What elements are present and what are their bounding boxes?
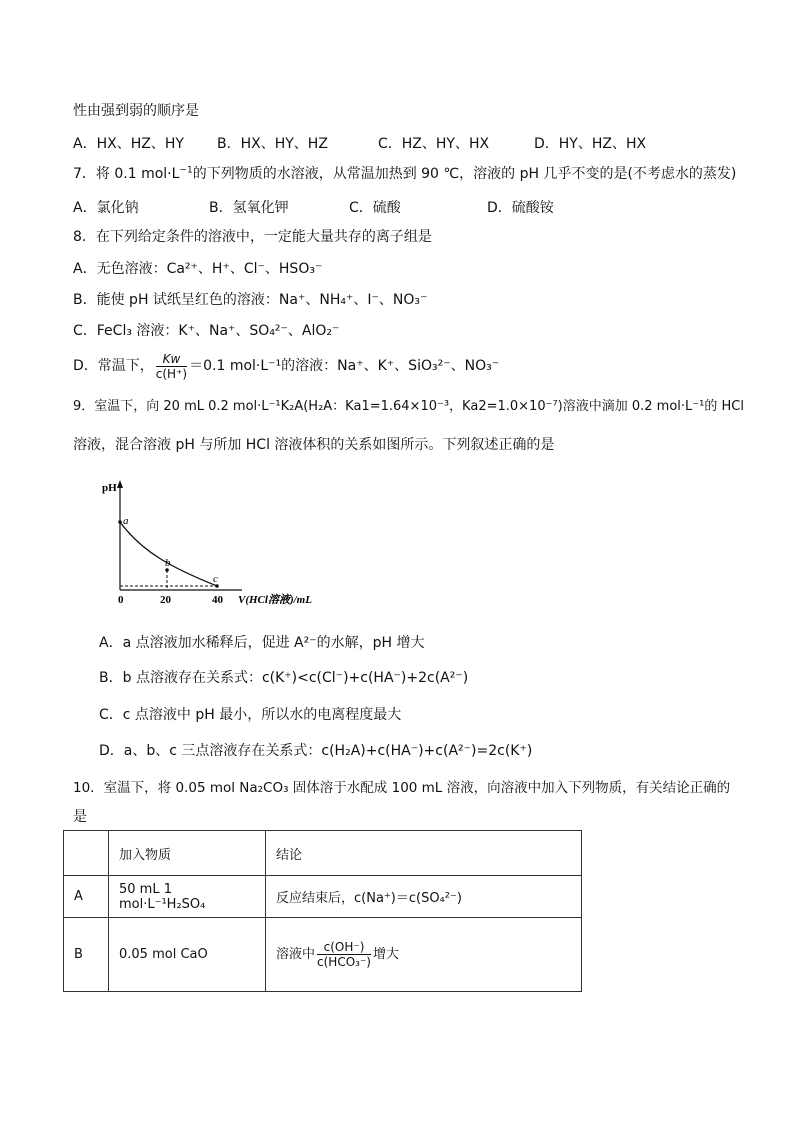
q10-table: [63, 830, 582, 992]
q7-stem: 7．将 0.1 $mol\cdot L^{-1}$的下列物质的水溶液，从常温加热到 90 ℃，溶液的 pH 几乎不变的是(不考虑水的蒸发): [73, 165, 737, 182]
q8-option-c: C．FeCl₃ 溶液：K⁺、Na⁺、SO₄²⁻、AlO₂⁻: [73, 323, 340, 339]
row-b-conc-prefix: 溶液中: [276, 947, 316, 962]
q8-option-b: B．能使 pH 试纸呈红色的溶液：Na⁺、NH₄⁺、I⁻、NO₃⁻: [73, 292, 428, 308]
row-b-numerator: c(OH⁻): [317, 940, 371, 955]
q8-d-numerator: Kw: [156, 352, 187, 367]
point-a-label: a: [123, 515, 129, 527]
q7-stem-part2: 的下列物质的水溶液，从常温加热到 90 ℃，溶液的 pH 几乎不变的是(不考虑水的蒸发): [192, 166, 737, 182]
ph-chart: [92, 472, 332, 614]
ph-curve: [120, 522, 217, 586]
x-tick-0: 0: [118, 594, 124, 606]
row-a-substance: 50 mL 1 mol·L⁻¹H₂SO₄: [109, 876, 266, 918]
row-a-conclusion: 反应结束后，c(Na⁺)＝c(SO₄²⁻): [266, 876, 582, 918]
intro-text: 性由强到弱的顺序是: [73, 103, 199, 119]
row-b-fraction: [317, 940, 371, 969]
q6-option-c: C．HZ、HY、HX: [378, 136, 490, 152]
q9-stem-line2: 溶液，混合溶液 pH 与所加 HCl 溶液体积的关系如图所示。下列叙述正确的是: [73, 437, 555, 453]
header-blank: [64, 831, 109, 876]
x-axis-label: V(HCl溶液)/mL: [238, 594, 312, 606]
q7-option-c: C．硫酸: [349, 200, 401, 216]
table-header-row: [64, 831, 582, 876]
row-b-conc-suffix: 增大: [372, 947, 399, 962]
q9-option-a: A．a 点溶液加水稀释后，促进 A²⁻的水解，pH 增大: [99, 635, 425, 651]
q7-option-b: B．氢氧化钾: [209, 200, 289, 216]
row-a-key: A: [64, 876, 109, 918]
q8-d-suffix: ＝0.1 mol·L⁻¹的溶液：Na⁺、K⁺、SiO₃²⁻、NO₃⁻: [189, 358, 500, 374]
point-a: [118, 520, 122, 524]
row-b-key: B: [64, 918, 109, 992]
header-conclusion: 结论: [266, 831, 582, 876]
q6-option-d: D．HY、HZ、HX: [534, 136, 647, 152]
q10-stem-line2: 是: [73, 809, 87, 825]
q6-option-b: B．HX、HY、HZ: [217, 136, 328, 152]
row-b-conclusion: [266, 918, 582, 992]
q8-d-denominator: c(H⁺): [155, 366, 188, 381]
q9-stem-line1: 9．室温下，向 20 mL 0.2 mol·L⁻¹K₂A(H₂A：Ka1=1.64×10⁻³，Ka2=1.0×10⁻⁷)溶液中滴加 0.2 mol·L⁻¹的 HCl: [73, 399, 744, 414]
q8-d-fraction: [156, 352, 187, 381]
q8-stem: 8．在下列给定条件的溶液中，一定能大量共存的离子组是: [73, 229, 432, 245]
q9-option-d: D．a、b、c 三点溶液存在关系式：c(H₂A)+c(HA⁻)+c(A²⁻)=2c(K⁺): [99, 743, 533, 759]
q6-option-a: A．HX、HZ、HY: [73, 136, 184, 152]
x-tick-20: 20: [160, 594, 171, 606]
table-row: [64, 918, 582, 992]
y-axis-label: pH: [102, 482, 117, 494]
y-axis-arrow: [117, 480, 123, 488]
q9-option-c: C．c 点溶液中 pH 最小，所以水的电离程度最大: [99, 707, 402, 723]
q8-option-d: [73, 348, 499, 384]
q8-d-prefix: D．常温下，: [73, 358, 154, 374]
row-b-substance: 0.05 mol CaO: [109, 918, 266, 992]
point-b-label: b: [165, 557, 171, 569]
q7-option-a: A．氯化钠: [73, 200, 139, 216]
row-b-denominator: c(HCO₃⁻): [317, 955, 371, 969]
q10-stem-line1: 10．室温下，将 0.05 mol Na₂CO₃ 固体溶于水配成 100 mL 溶液，向溶液中加入下列物质，有关结论正确的: [73, 780, 731, 796]
point-c-label: c: [213, 573, 218, 585]
table-row: [64, 876, 582, 918]
q8-option-a: A．无色溶液：Ca²⁺、H⁺、Cl⁻、HSO₃⁻: [73, 261, 323, 277]
header-substance: 加入物质: [109, 831, 266, 876]
q9-option-b: B．b 点溶液存在关系式：c(K⁺)<c(Cl⁻)+c(HA⁻)+2c(A²⁻): [99, 670, 469, 686]
q7-stem-part1: 7．将 0.1 mol·L: [73, 166, 180, 182]
q7-option-d: D．硫酸铵: [487, 200, 554, 216]
x-tick-40: 40: [212, 594, 223, 606]
